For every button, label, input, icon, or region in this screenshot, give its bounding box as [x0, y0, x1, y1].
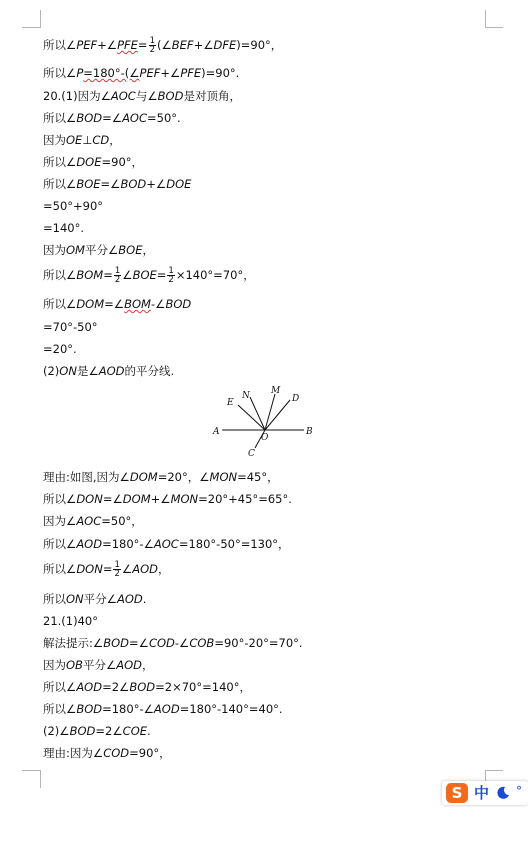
text-run: ∠ — [122, 268, 133, 282]
math-var: P — [76, 66, 84, 80]
text-line — [43, 155, 143, 169]
text-run: 因为 — [43, 133, 66, 147]
text-run: =90°， — [101, 155, 144, 169]
text-run: =90°-20°=70°. — [214, 636, 303, 650]
math-var: AOC — [122, 111, 148, 125]
fraction — [114, 267, 121, 284]
text-line — [43, 37, 282, 54]
math-var: AOD — [116, 658, 143, 672]
text-run: =∠ — [104, 297, 125, 311]
text-run: = — [103, 268, 113, 282]
crop-mark-bottom-left-h — [22, 770, 40, 771]
text-run: =∠ — [128, 636, 149, 650]
fraction — [113, 561, 120, 578]
math-var: BOD — [165, 297, 192, 311]
text-run: =45°， — [237, 470, 279, 484]
text-run: 所以∠ — [43, 562, 77, 576]
math-var: OB — [66, 658, 83, 672]
ray-on — [250, 397, 265, 430]
text-run: -∠ — [150, 297, 166, 311]
math-var: BOD — [69, 724, 96, 738]
text-line — [43, 133, 121, 147]
text-run: =∠ — [102, 492, 123, 506]
text-run: =180°-140°=40°. — [179, 702, 283, 716]
text-run: -∠ — [174, 636, 190, 650]
label-c: C — [248, 449, 255, 459]
text-run: 所以∠ — [43, 111, 77, 125]
math-var: BOD — [76, 111, 103, 125]
text-run: 所以∠ — [43, 66, 77, 80]
math-var: COB — [189, 636, 215, 650]
text-line — [43, 221, 84, 235]
text-run: =180°-(∠ — [83, 66, 140, 80]
text-run: = — [102, 562, 113, 576]
text-line — [43, 614, 98, 628]
fraction-denominator: 2 — [168, 275, 174, 285]
text-run: +∠ — [97, 38, 118, 52]
math-var: BOE — [132, 268, 157, 282]
crop-mark-top-left — [40, 10, 41, 28]
math-var: BOD — [76, 702, 103, 716]
crop-mark-top-left-h — [22, 27, 40, 28]
label-b: B — [306, 427, 313, 437]
text-run: =90°， — [129, 746, 171, 760]
text-run: +∠ — [150, 492, 171, 506]
text-run: =∠ — [102, 111, 123, 125]
text-run: =50°， — [101, 514, 143, 528]
fraction-denominator: 2 — [114, 569, 120, 579]
text-line — [43, 199, 103, 213]
text-line — [43, 658, 154, 672]
text-run: ， — [142, 243, 155, 257]
fraction — [167, 267, 174, 284]
text-run: =20°，∠ — [157, 470, 210, 484]
text-line — [43, 537, 290, 551]
text-run: =2∠ — [102, 680, 130, 694]
text-run: 平分∠ — [84, 243, 119, 257]
math-var: BOD — [120, 177, 147, 191]
text-run: (∠ — [156, 38, 172, 52]
math-var: AOD — [116, 592, 143, 606]
math-var: PFE — [180, 66, 202, 80]
label-n: N — [242, 391, 250, 401]
label-a: A — [213, 427, 220, 437]
text-line — [43, 636, 303, 650]
ime-toolbar[interactable] — [442, 781, 528, 805]
text-run: 与∠ — [135, 89, 158, 103]
fraction-numerator: 1 — [168, 266, 174, 276]
label-m: M — [271, 386, 281, 396]
math-var: BOD — [157, 89, 184, 103]
fraction-numerator: 1 — [114, 266, 121, 276]
text-run: ×140°=70°， — [175, 268, 255, 282]
text-run: 所以∠ — [43, 268, 77, 282]
text-run: =180°-50°=130°， — [178, 537, 290, 551]
text-line — [43, 364, 174, 378]
text-run: = — [137, 38, 148, 52]
text-line — [43, 492, 292, 506]
crop-mark-top-right-h — [485, 27, 503, 28]
text-line — [43, 561, 169, 578]
math-var: BOD — [129, 680, 156, 694]
text-run: )=90°. — [201, 66, 240, 80]
text-run: ， — [142, 658, 154, 672]
text-run: . — [147, 724, 151, 738]
text-run: 所以∠ — [43, 297, 77, 311]
text-run: 20.(1)因为∠ — [43, 89, 111, 103]
text-run: +∠ — [193, 38, 214, 52]
label-o: O — [261, 433, 269, 443]
moon-icon[interactable] — [496, 786, 510, 800]
math-var: DOM — [129, 470, 158, 484]
math-var: AOD — [98, 364, 125, 378]
text-line — [43, 243, 154, 257]
text-run: =50°+90° — [43, 199, 104, 213]
math-var: AOD — [132, 562, 158, 576]
text-line — [43, 89, 241, 103]
text-run: =50°. — [147, 111, 181, 125]
math-var: BOM — [124, 297, 151, 311]
math-var: MON — [209, 470, 238, 484]
math-var: AOC — [76, 514, 102, 528]
math-var: DOE — [166, 177, 192, 191]
text-line — [43, 724, 151, 738]
text-line — [43, 702, 283, 716]
text-line — [43, 592, 146, 606]
text-run: . — [142, 592, 147, 606]
text-run: ， — [157, 562, 170, 576]
math-var: AOD — [76, 680, 103, 694]
text-run: 解法提示:∠ — [43, 636, 104, 650]
math-var: OM — [66, 243, 85, 257]
label-e: E — [227, 398, 234, 408]
math-var: PEF — [139, 66, 161, 80]
math-var: MON — [170, 492, 199, 506]
text-line — [43, 66, 239, 80]
math-var: DOE — [76, 155, 102, 169]
text-run: )=90°， — [236, 38, 283, 52]
text-run: ∠ — [121, 562, 133, 576]
text-run: 理由:因为∠ — [43, 746, 104, 760]
math-var: ON — [59, 364, 77, 378]
fraction-denominator: 2 — [114, 275, 121, 285]
text-run: 是∠ — [76, 364, 99, 378]
text-line — [43, 267, 255, 284]
text-run: =∠ — [100, 177, 121, 191]
math-var: DON — [76, 492, 103, 506]
text-run: =140°. — [43, 221, 84, 235]
ime-mode-toggle[interactable]: 中 — [474, 784, 490, 802]
text-run: 的平分线. — [124, 364, 175, 378]
text-run: 所以∠ — [43, 537, 77, 551]
text-line — [43, 297, 191, 311]
text-run: ， — [109, 133, 121, 147]
math-var: ON — [66, 592, 84, 606]
text-run: 所以∠ — [43, 177, 77, 191]
geometry-figure — [200, 380, 330, 460]
text-run: = — [156, 268, 167, 282]
math-var: DOM — [76, 297, 105, 311]
math-var: PEF — [76, 38, 98, 52]
math-var: COD — [103, 746, 130, 760]
text-run: +∠ — [146, 177, 167, 191]
math-var: DON — [76, 562, 103, 576]
text-run: 所以∠ — [43, 38, 77, 52]
text-run: 是对顶角， — [183, 89, 241, 103]
text-run: 所以∠ — [43, 680, 77, 694]
fraction-denominator: 2 — [149, 45, 155, 55]
crop-mark-bottom-right-h — [485, 770, 503, 771]
math-var: AOD — [76, 537, 103, 551]
math-var: BOM — [76, 268, 104, 282]
math-var: AOD — [153, 702, 180, 716]
math-var: BOD — [103, 636, 129, 650]
ime-punctuation-toggle[interactable]: ° — [516, 784, 522, 798]
fraction-numerator: 1 — [149, 36, 155, 46]
text-run: =70°-50° — [43, 320, 98, 334]
crop-mark-top-right — [485, 10, 486, 28]
label-d: D — [292, 394, 300, 404]
text-run: =20°. — [43, 342, 77, 356]
text-line — [43, 111, 181, 125]
math-var: OE — [66, 133, 83, 147]
fraction-numerator: 1 — [114, 560, 120, 570]
math-var: DOM — [122, 492, 151, 506]
text-run: (2) — [43, 364, 60, 378]
text-run: =2×70°=140°， — [155, 680, 251, 694]
text-line — [43, 680, 251, 694]
text-run: 所以 — [43, 592, 66, 606]
math-var: PFE — [117, 38, 138, 52]
text-run: 理由:如图,因为∠ — [43, 470, 130, 484]
math-var: DFE — [213, 38, 237, 52]
text-line — [43, 746, 171, 760]
text-run: 所以∠ — [43, 492, 77, 506]
math-var: COD — [148, 636, 175, 650]
text-run: ⊥ — [82, 133, 93, 147]
text-run: =20°+45°=65°. — [198, 492, 292, 506]
text-run: 平分∠ — [82, 658, 117, 672]
math-var: CD — [92, 133, 110, 147]
math-var: AOC — [153, 537, 179, 551]
text-line — [43, 470, 279, 484]
crop-mark-bottom-left — [40, 770, 41, 788]
text-line — [43, 320, 98, 334]
text-run: 所以∠ — [43, 155, 77, 169]
text-run: =2∠ — [95, 724, 123, 738]
text-run: 因为 — [43, 243, 66, 257]
text-run: 所以∠ — [43, 702, 77, 716]
ime-logo-icon[interactable]: S — [446, 783, 468, 803]
math-var: BOE — [118, 243, 143, 257]
math-var: BEF — [171, 38, 194, 52]
text-run: 因为 — [43, 658, 66, 672]
text-run: 因为∠ — [43, 514, 77, 528]
text-run: =180°-∠ — [102, 537, 154, 551]
ray-oe — [238, 405, 265, 430]
math-var: AOC — [110, 89, 136, 103]
text-run: 平分∠ — [83, 592, 117, 606]
math-var: BOE — [76, 177, 101, 191]
text-run: 21.(1)40° — [43, 614, 98, 628]
text-run: +∠ — [160, 66, 181, 80]
math-var: COE — [122, 724, 148, 738]
text-run: (2)∠ — [43, 724, 70, 738]
text-run: =180°-∠ — [102, 702, 154, 716]
text-line — [43, 177, 191, 191]
text-line — [43, 342, 77, 356]
text-line — [43, 514, 143, 528]
fraction — [149, 37, 156, 54]
